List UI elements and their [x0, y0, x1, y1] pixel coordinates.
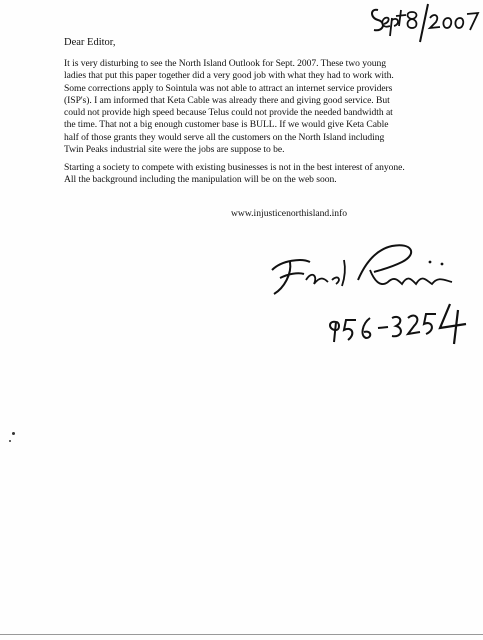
paragraph-line: (ISP's). I am informed that Keta Cable was already there and giving good service. But	[64, 94, 390, 106]
paragraph-line: Starting a society to compete with existing businesses is not in the best interest of anyone.	[64, 162, 405, 173]
paragraph-line: half of those grants they would serve all the customers on the North Island including	[64, 131, 385, 143]
paragraph-line: It is very disturbing to see the North Island Outlook for Sept. 2007. These two young	[64, 58, 386, 69]
paragraph-line: ladies that put this paper together did a very good job with what they had to work with.	[64, 70, 394, 82]
paragraph-line: Some corrections apply to Sointula was not able to attract an internet service providers	[64, 82, 393, 94]
salutation: Dear Editor,	[64, 37, 116, 48]
body-paragraph-1	[64, 58, 470, 156]
website-url: www.injusticenorthisland.info	[231, 208, 348, 219]
body-paragraph-2	[64, 162, 470, 187]
scan-speck	[12, 432, 15, 435]
paragraph-line: could not provide high speed because Telus could not provide the needed bandwidth at	[64, 107, 393, 119]
handwritten-date	[368, 2, 480, 46]
scan-edge-line	[0, 634, 483, 635]
paragraph-line: the time. That not a big enough customer base is BULL. If we would give Keta Cable	[64, 119, 389, 131]
paragraph-line: Twin Peaks industrial site were the jobs are suppose to be.	[64, 144, 285, 156]
paragraph-line: All the background including the manipulation will be on the web soon.	[64, 174, 337, 186]
handwritten-phone-number	[322, 300, 472, 346]
scan-speck	[9, 440, 11, 442]
handwritten-signature	[262, 240, 472, 302]
